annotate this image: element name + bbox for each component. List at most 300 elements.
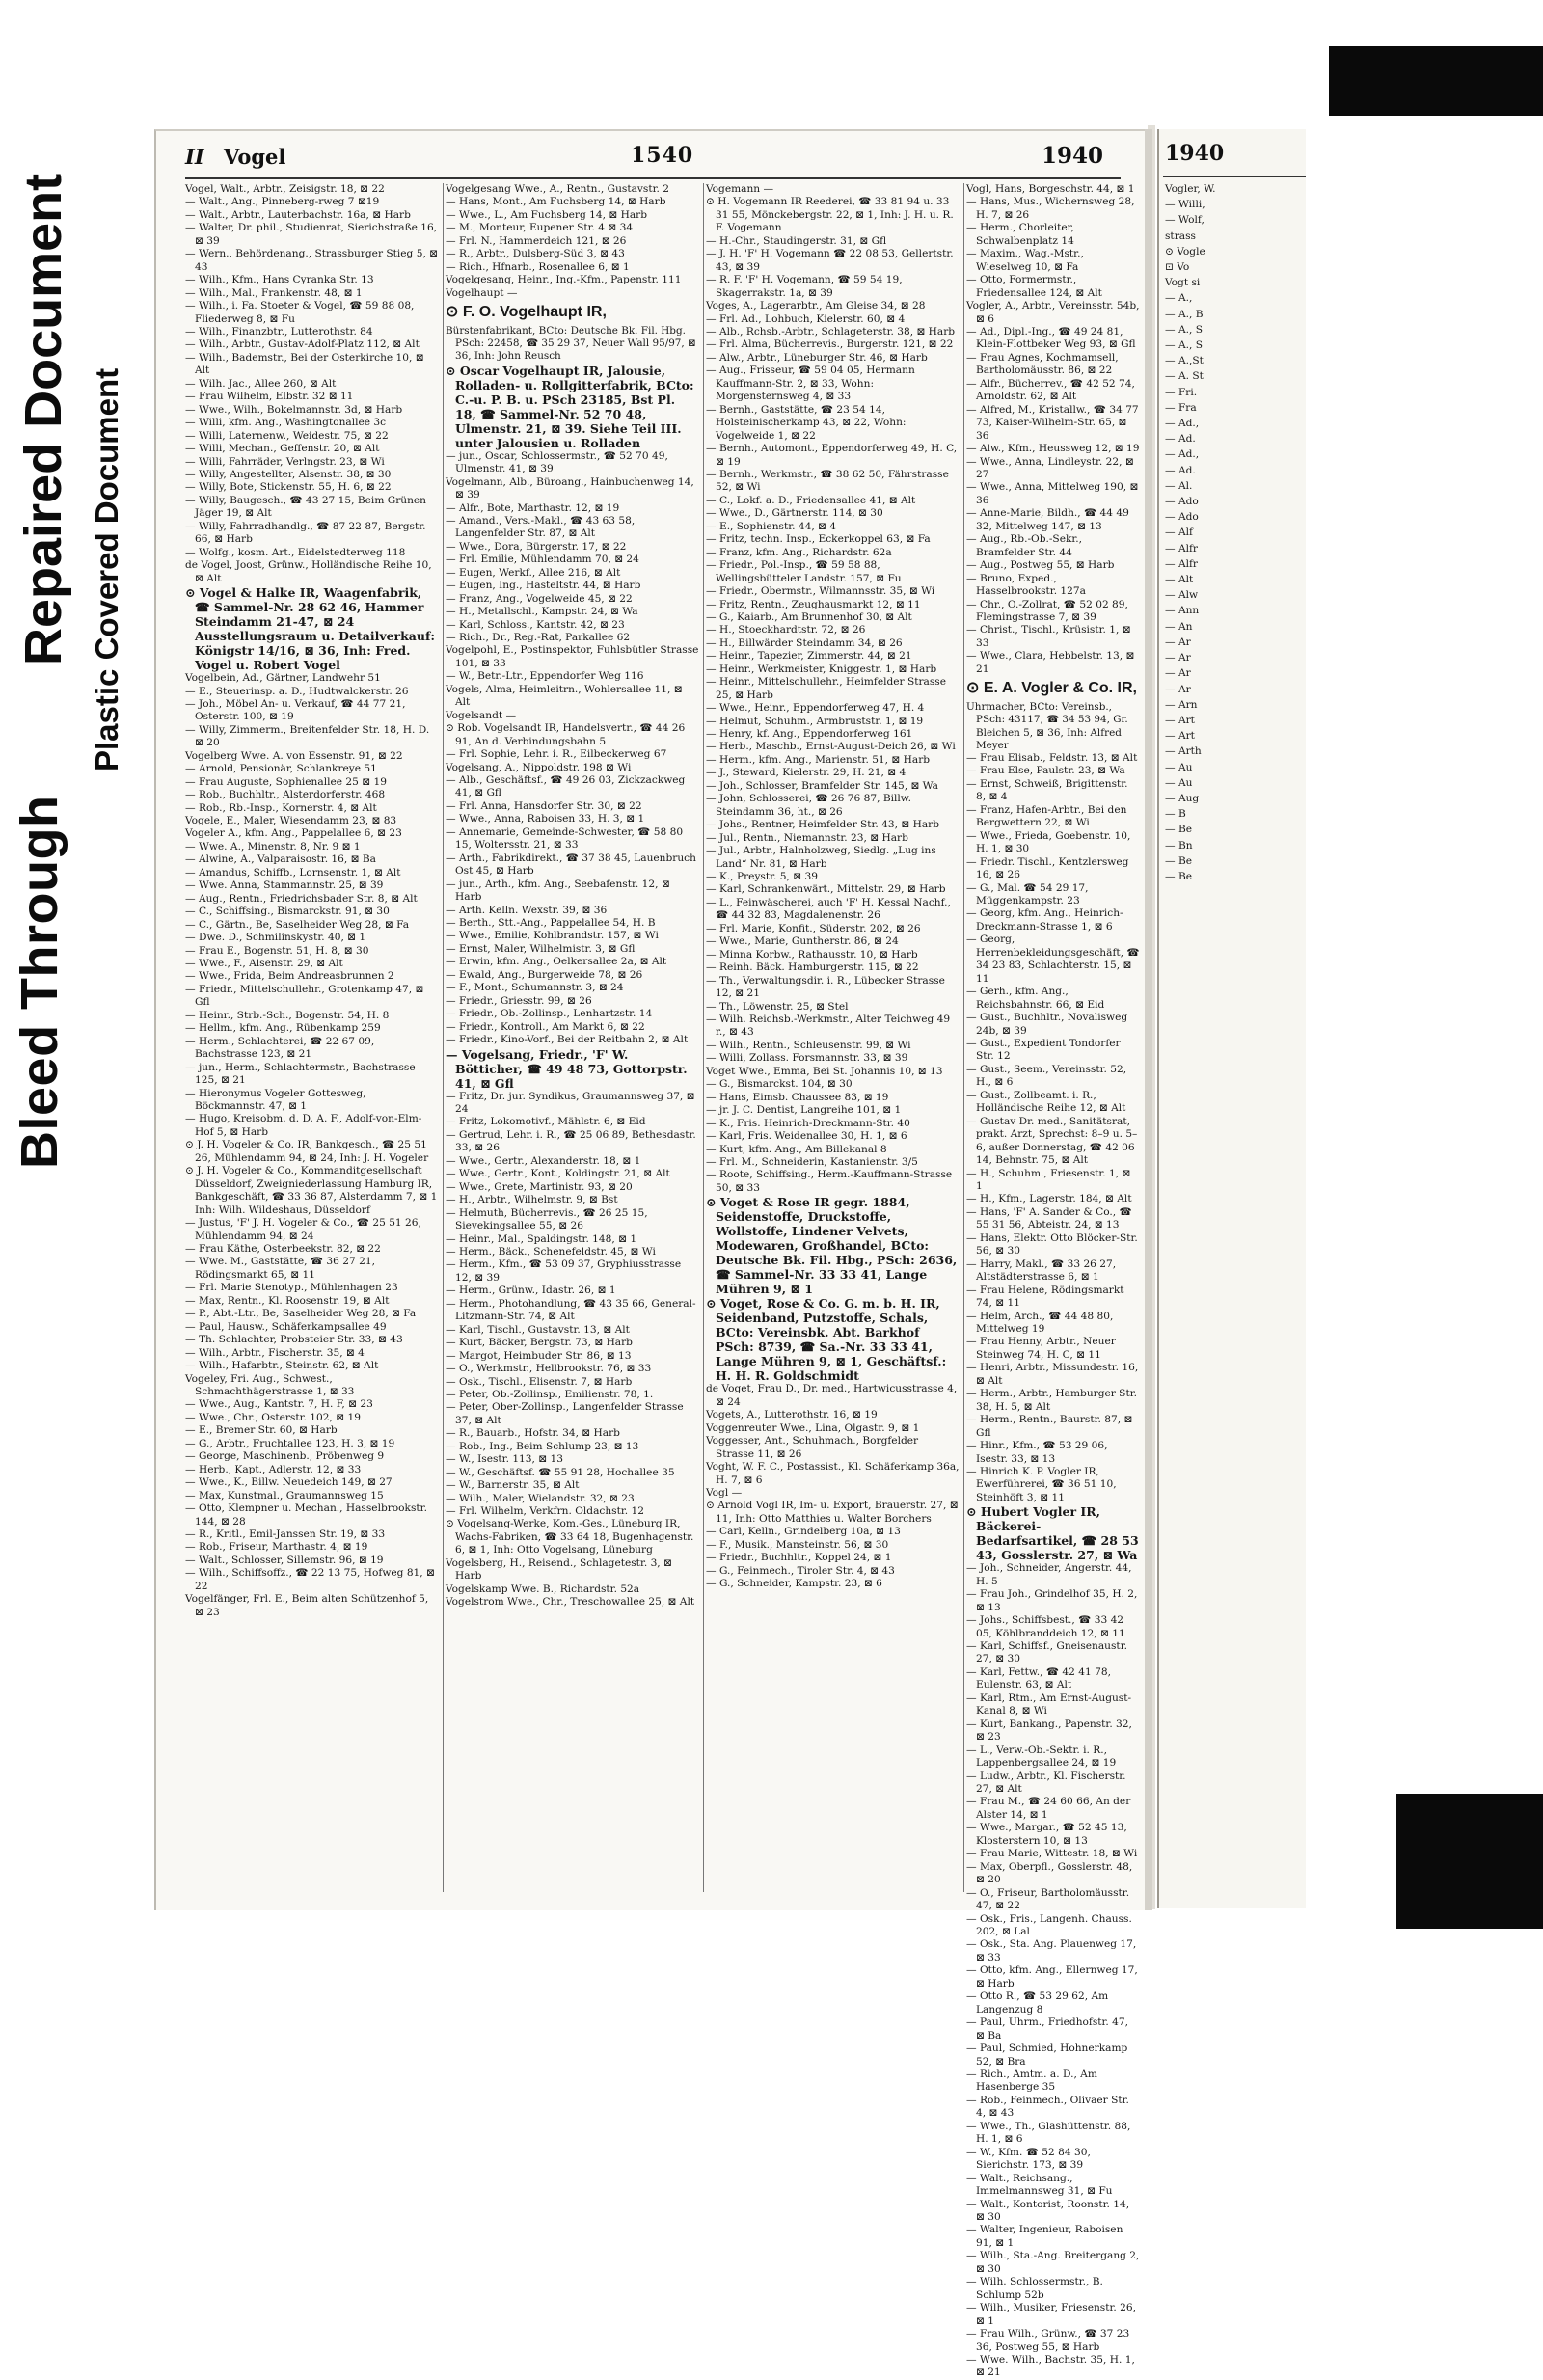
directory-entry: — Henry, kf. Ang., Eppendorferweg 161	[706, 728, 913, 741]
directory-entry: — Kurt, Bankang., Papenstr. 32, ⊠ 23	[966, 1717, 1132, 1744]
directory-entry: — Frl. Anna, Hansdorfer Str. 30, ⊠ 22	[446, 799, 642, 812]
directory-entry: ⊙ Voget & Rose IR gegr. 1884, Seidenstoffe, Druckstoffe, Wollstoffe, Lindener Velvets, Modewaren, Großhandel, BCto: Deutsche Bk. Fil. Hbg., PSch: 2636, ☎ Sammel-Nr. 33 33 41, Lange Mühren 9, ⊠ 1	[706, 1195, 958, 1297]
directory-entry: — Herm., Kfm., ☎ 53 09 37, Gryphiusstrasse 12, ⊠ 39	[446, 1258, 682, 1284]
directory-entry: — Friedr., Mittelschullehr., Grotenkamp 47, ⊠ Gfl	[185, 983, 424, 1009]
neighbor-line: — Ar	[1165, 667, 1191, 680]
neighbor-line: — Ann	[1165, 605, 1200, 617]
directory-entry: — jun., Herm., Schlachtermstr., Bachstrasse 125, ⊠ 21	[185, 1061, 416, 1087]
directory-column-4	[966, 183, 1140, 2379]
directory-entry: — Wwe., Anna, Lindleystr. 22, ⊠ 27	[966, 455, 1134, 480]
directory-entry: — Arnold, Pensionär, Schlankreye 51	[185, 763, 377, 775]
directory-entry: — Hellm., kfm. Ang., Rübenkamp 259	[185, 1022, 381, 1035]
directory-entry: — Gertrud, Lehr. i. R., ☎ 25 06 89, Bethesdastr. 33, ⊠ 26	[446, 1128, 696, 1154]
directory-entry: — Jul., Arbtr., Halnholzweg, Siedlg. „Lug ins Land“ Nr. 81, ⊠ Harb	[706, 845, 936, 870]
directory-entry: — Vogelsang, Friedr., 'F' W. Bötticher, ☎ 49 48 73, Gottorpstr. 41, ⊠ Gfl	[446, 1046, 688, 1091]
directory-entry: — R. F. 'F' H. Vogemann, ☎ 59 54 19, Skagerrakstr. 1a, ⊠ 39	[706, 274, 903, 299]
directory-entry: ⊙ J. H. Vogeler & Co., Kommanditgesellschaft Düsseldorf, Zweigniederlassung Hamburg IR, Bankgeschäft, ☎ 33 36 87, Alsterdamm 7, ⊠ 1 Inh: Wilh. Wildeshaus, Düsseldorf	[185, 1165, 438, 1216]
page-edge	[1148, 125, 1155, 1909]
directory-entry: — Wwe., Emilie, Kohlbrandstr. 157, ⊠ Wi	[446, 930, 659, 942]
directory-entry: — H.-Chr., Staudingerstr. 31, ⊠ Gfl	[706, 234, 887, 247]
directory-entry: — Karl, Schiffsf., Gneisenaustr. 27, ⊠ 30	[966, 1640, 1127, 1665]
directory-entry: — E., Steuerinsp. a. D., Hudtwalckerstr. 26	[185, 685, 409, 697]
directory-entry: — Berth., Stt.-Ang., Pappelallee 54, H. B	[446, 917, 656, 929]
directory-entry: — H., Kfm., Lagerstr. 184, ⊠ Alt	[966, 1193, 1132, 1205]
directory-entry: — Wwe., Dora, Bürgerstr. 17, ⊠ 22	[446, 540, 627, 553]
directory-entry: — Reinh. Bäck. Hamburgerstr. 115, ⊠ 22	[706, 961, 919, 974]
directory-entry: — Bruno, Exped., Hasselbrookstr. 127a	[966, 572, 1086, 598]
directory-entry: — Peter, Ober-Zollinsp., Langenfelder Strasse 37, ⊠ Alt	[446, 1401, 684, 1426]
directory-entry: ⊙ Vogelsang-Werke, Kom.-Ges., Lüneburg IR, Wachs-Fabriken, ☎ 33 64 18, Bugenhagenstr. 6, ⊠ 1, Inh: Otto Vogelsang, Lüneburg	[446, 1518, 694, 1556]
directory-entry: — R., Arbtr., Dulsberg-Süd 3, ⊠ 43	[446, 248, 625, 260]
neighbor-line: — Au	[1165, 761, 1193, 773]
directory-entry: Vogl, Hans, Borgeschstr. 44, ⊠ 1	[966, 183, 1135, 195]
neighbor-line: ⊡ Vo	[1165, 261, 1190, 274]
directory-entry: — Helmuth, Bücherrevis., ☎ 26 25 15, Sievekingsallee 55, ⊠ 26	[446, 1206, 648, 1232]
directory-entry: — Aug., Frisseur, ☎ 59 04 05, Hermann Kauffmann-Str. 2, ⊠ 33, Wohn: Morgensternsweg 4, ⊠ 33	[706, 365, 915, 403]
directory-entry: — Alb., Rchsb.-Arbtr., Schlageterstr. 38, ⊠ Harb	[706, 325, 956, 338]
directory-entry: Voggenreuter Wwe., Lina, Olgastr. 9, ⊠ 1	[706, 1421, 920, 1434]
directory-entry: — W., Barnerstr. 35, ⊠ Alt	[446, 1479, 580, 1492]
directory-entry: — Wilh., Musiker, Friesenstr. 26, ⊠ 1	[966, 2302, 1136, 2327]
directory-entry: Vogets, A., Lutterothstr. 16, ⊠ 19	[706, 1409, 878, 1421]
directory-entry: — Karl, Tischl., Gustavstr. 13, ⊠ Alt	[446, 1323, 630, 1336]
directory-entry: — W., Betr.-Ltr., Eppendorfer Weg 116	[446, 670, 644, 683]
directory-entry: — Rich., Hfnarb., Rosenallee 6, ⊠ 1	[446, 260, 630, 273]
neighbor-line: — Ar	[1165, 652, 1191, 664]
directory-entry: — Ernst, Maler, Wilhelmistr. 3, ⊠ Gfl	[446, 942, 636, 955]
directory-entry: — Frl. Sophie, Lehr. i. R., Eilbeckerweg 67	[446, 748, 667, 761]
neighbor-line: — An	[1165, 620, 1193, 633]
directory-entry: — C., Lokf. a. D., Friedensallee 41, ⊠ Alt	[706, 494, 916, 506]
directory-entry: — Johs., Schiffsbest., ☎ 33 42 05, Köhlbranddeich 12, ⊠ 11	[966, 1614, 1125, 1639]
directory-entry: — L., Verw.-Ob.-Sektr. i. R., Lappenbergsallee 24, ⊠ 19	[966, 1744, 1117, 1770]
neighbor-line: — Willi,	[1165, 199, 1205, 211]
directory-entry: — Frl. N., Hammerdeich 121, ⊠ 26	[446, 234, 627, 247]
directory-entry: — Georg, Herrenbekleidungsgeschäft, ☎ 34 23 83, Schlachterstr. 15, ⊠ 11	[966, 933, 1140, 985]
directory-entry: — C., Schiffsing., Bismarckstr. 91, ⊠ 30	[185, 906, 390, 918]
directory-entry: ⊙ E. A. Vogler & Co. IR,	[966, 680, 1137, 697]
directory-entry: — Wilh., Kfm., Hans Cyranka Str. 13	[185, 274, 374, 286]
directory-entry: — Joh., Schneider, Angerstr. 44, H. 5	[966, 1562, 1132, 1587]
neighbor-line: — A., S	[1165, 339, 1203, 352]
directory-entry: — Herm., Photohandlung, ☎ 43 35 66, General-Litzmann-Str. 74, ⊠ Alt	[446, 1297, 696, 1323]
directory-entry: — Willi, Zollass. Forsmannstr. 33, ⊠ 39	[706, 1052, 908, 1065]
directory-entry: — Willy, Angestellter, Alsenstr. 38, ⊠ 30	[185, 468, 392, 480]
directory-entry: ⊙ Hubert Vogler IR, Bäckerei-Bedarfsartikel, ☎ 28 53 43, Gosslerstr. 27, ⊠ Wa	[966, 1504, 1139, 1563]
directory-entry: — Wilh., Schiffsoffz., ☎ 22 13 75, Hofweg 81, ⊠ 22	[185, 1567, 435, 1592]
directory-entry: — Rob., Feinmech., Olivaer Str. 4, ⊠ 43	[966, 2094, 1129, 2120]
directory-entry: — Wwe., Anna, Mittelweg 190, ⊠ 36	[966, 481, 1139, 506]
directory-entry: — Wwe., L., Am Fuchsberg 14, ⊠ Harb	[446, 208, 647, 221]
directory-entry: Vogemann —	[706, 183, 774, 195]
directory-entry: — Wwe., Aug., Kantstr. 7, H. F, ⊠ 23	[185, 1398, 373, 1411]
neighbor-line: — Alfr	[1165, 542, 1198, 554]
directory-entry: — Karl, Fettw., ☎ 42 41 78, Eulenstr. 63, ⊠ Alt	[966, 1665, 1111, 1691]
neighbor-line: — A.,St	[1165, 355, 1204, 367]
directory-entry: — Wilh., Hafarbtr., Steinstr. 62, ⊠ Alt	[185, 1360, 379, 1372]
directory-entry: — H., Metallschl., Kampstr. 24, ⊠ Wa	[446, 606, 638, 618]
directory-entry: Vogeley, Fri. Aug., Schwest., Schmachthägerstrasse 1, ⊠ 33	[185, 1372, 355, 1397]
directory-entry: — Frau Käthe, Osterbeekstr. 82, ⊠ 22	[185, 1242, 381, 1255]
directory-entry: — Otto, Formermstr., Friedensallee 124, ⊠ Alt	[966, 274, 1102, 299]
directory-entry: — Rob., Buchhltr., Alsterdorferstr. 468	[185, 789, 386, 801]
neighbor-line: — Fra	[1165, 401, 1197, 414]
directory-entry: — Frl. Marie, Konfit., Süderstr. 202, ⊠ 26	[706, 922, 921, 934]
directory-entry: — Otto R., ☎ 53 29 62, Am Langenzug 8	[966, 1990, 1109, 2015]
header-year: 1940	[1041, 143, 1103, 169]
neighbor-line: — Alf	[1165, 527, 1193, 539]
neighbor-line: — Ado	[1165, 511, 1199, 524]
directory-entry: — Osk., Fris., Langenh. Chauss. 202, ⊠ Lal	[966, 1912, 1132, 1937]
directory-entry: — Arth., Fabrikdirekt., ☎ 37 38 45, Lauenbruch Ost 45, ⊠ Harb	[446, 852, 696, 878]
neighbor-line: Vogler, W.	[1165, 183, 1216, 195]
label-repaired-document: Repaired Document	[14, 173, 72, 665]
directory-entry: — Willy, Bote, Stickenstr. 55, H. 6, ⊠ 22	[185, 481, 392, 494]
directory-entry: — Frl. Wilhelm, Verkfrn. Oldachstr. 12	[446, 1505, 644, 1518]
neighbor-line: — Arth	[1165, 745, 1202, 758]
neighbor-line: — Bn	[1165, 839, 1193, 852]
directory-entry: — Frau Joh., Grindelhof 35, H. 2, ⊠ 13	[966, 1588, 1138, 1613]
directory-entry: — Wwe., Wilh., Bokelmannstr. 3d, ⊠ Harb	[185, 403, 403, 416]
directory-entry: — Ernst, Schweiß, Brigittenstr. 8, ⊠ 4	[966, 777, 1128, 803]
directory-entry: — E., Sophienstr. 44, ⊠ 4	[706, 520, 837, 532]
directory-entry: — Heinr., Tapezier, Zimmerstr. 44, ⊠ 21	[706, 650, 912, 663]
directory-entry: — Maxim., Wag.-Mstr., Wieselweg 10, ⊠ Fa	[966, 248, 1084, 273]
directory-entry: Vogelfänger, Frl. E., Beim alten Schützenhof 5, ⊠ 23	[185, 1593, 429, 1618]
directory-entry: Vogelmann, Alb., Büroang., Hainbuchenweg 14, ⊠ 39	[446, 475, 694, 501]
directory-entry: — Eugen, Ing., Hasteltstr. 44, ⊠ Harb	[446, 580, 641, 592]
column-divider	[703, 183, 704, 1892]
directory-entry: — Frau Helene, Rödingsmarkt 74, ⊠ 11	[966, 1284, 1124, 1310]
directory-entry: — Franz, kfm. Ang., Richardstr. 62a	[706, 546, 892, 558]
directory-entry: — Herb., Kapt., Adlerstr. 12, ⊠ 33	[185, 1463, 362, 1475]
directory-page	[154, 129, 1145, 2379]
directory-entry: — Max, Rentn., Kl. Roosenstr. 19, ⊠ Alt	[185, 1294, 390, 1307]
page-header	[185, 143, 1121, 176]
directory-entry: — Frl. M., Schneiderin, Kastanienstr. 3/5	[706, 1155, 918, 1168]
directory-entry: — Willi, Laternenw., Weidestr. 75, ⊠ 22	[185, 429, 389, 442]
directory-entry: — Gustav Dr. med., Sanitätsrat, prakt. Arzt, Sprechst: 8–9 u. 5–6, außer Donnerstag, ☎ 42 06 14, Behnstr. 75, ⊠ Alt	[966, 1115, 1138, 1167]
directory-entry: — Hans, Mont., Am Fuchsberg 14, ⊠ Harb	[446, 196, 666, 208]
directory-entry: — Max, Oberpfl., Gosslerstr. 48, ⊠ 20	[966, 1860, 1133, 1886]
directory-entry: — Wwe., Frida, Beim Andreasbrunnen 2	[185, 970, 394, 983]
directory-entry: — Roote, Schiffsing., Herm.-Kauffmann-Strasse 50, ⊠ 33	[706, 1169, 953, 1194]
neighbor-year: 1940	[1165, 141, 1225, 166]
directory-entry: Vogelgesang, Heinr., Ing.-Kfm., Papenstr. 111	[446, 274, 682, 286]
directory-entry: — Frau Wilh., Grünw., ☎ 37 23 36, Postweg 55, ⊠ Harb	[966, 2328, 1130, 2353]
directory-entry: Vogeler A., kfm. Ang., Pappelallee 6, ⊠ 23	[185, 827, 402, 840]
neighbor-line: — Alw	[1165, 589, 1199, 602]
directory-entry: — O., Werkmstr., Hellbrookstr. 76, ⊠ 33	[446, 1363, 652, 1375]
directory-entry: — Wwe., Margar., ☎ 52 45 13, Klosterstern 10, ⊠ 13	[966, 1822, 1127, 1847]
directory-entry: — Willy, Zimmerm., Breitenfelder Str. 18, H. D. ⊠ 20	[185, 723, 430, 749]
directory-entry: — Th., Löwenstr. 25, ⊠ Stel	[706, 1000, 849, 1013]
directory-entry: — Franz, Hafen-Arbtr., Bei den Bergwettern 22, ⊠ Wi	[966, 803, 1127, 829]
directory-entry: — Wilh. Schlossermstr., B. Schlump 52b	[966, 2276, 1103, 2301]
directory-entry: — Frau Auguste, Sophienallee 25 ⊠ 19	[185, 775, 387, 788]
neighbor-line: — Ado	[1165, 496, 1199, 508]
neighbor-line: — Ar	[1165, 683, 1191, 695]
neighbor-line: — Ar	[1165, 636, 1191, 648]
directory-entry: — Rob., Ing., Beim Schlump 23, ⊠ 13	[446, 1440, 639, 1452]
directory-entry: — J., Steward, Kielerstr. 29, H. 21, ⊠ 4	[706, 767, 907, 779]
directory-entry: — Alw., Arbtr., Lüneburger Str. 46, ⊠ Harb	[706, 351, 928, 364]
directory-entry: — Johs., Rentner, Heimfelder Str. 43, ⊠ Harb	[706, 819, 940, 831]
directory-entry: — Alfr., Bücherrev., ☎ 42 52 74, Arnoldstr. 62, ⊠ Alt	[966, 377, 1135, 403]
directory-entry: — Helmut, Schuhm., Armbruststr. 1, ⊠ 19	[706, 715, 924, 727]
directory-entry: — Herm., Arbtr., Hamburger Str. 38, H. 5, ⊠ Alt	[966, 1388, 1137, 1413]
directory-entry: — Aug., Postweg 55, ⊠ Harb	[966, 559, 1115, 572]
directory-entry: — Rich., Amtm. a. D., Am Hasenberge 35	[966, 2068, 1097, 2094]
directory-entry: Vogel, Walt., Arbtr., Zeisigstr. 18, ⊠ 22	[185, 183, 385, 195]
directory-entry: — George, Maschinenb., Pröbenweg 9	[185, 1450, 385, 1463]
directory-entry: — Arth. Kelln. Wexstr. 39, ⊠ 36	[446, 904, 608, 916]
header-rule	[185, 177, 1121, 179]
directory-entry: — Wilh., Finanzbtr., Lutterothstr. 84	[185, 325, 373, 338]
neighbor-line: — Be	[1165, 870, 1193, 882]
directory-entry: — Willi, Mechan., Geffenstr. 20, ⊠ Alt	[185, 443, 380, 455]
neighbor-line: — Be	[1165, 854, 1193, 867]
directory-entry: — O., Friseur, Bartholomäusstr. 47, ⊠ 22	[966, 1886, 1130, 1912]
directory-entry: — Franz, Ang., Vogelweide 45, ⊠ 22	[446, 592, 633, 605]
neighbor-line: — Alt	[1165, 574, 1194, 586]
directory-entry: — Th., Verwaltungsdir. i. R., Lübecker Strasse 12, ⊠ 21	[706, 974, 945, 1000]
neighbor-line: — A. St	[1165, 370, 1204, 383]
directory-entry: — Frau Agnes, Kochmamsell, Bartholomäusstr. 86, ⊠ 22	[966, 351, 1119, 377]
directory-entry: — Hans, Eimsb. Chaussee 83, ⊠ 19	[706, 1091, 889, 1103]
directory-entry: — Anne-Marie, Bildh., ☎ 44 49 32, Mittelweg 147, ⊠ 13	[966, 507, 1129, 532]
directory-entry: — G., Kaiarb., Am Brunnenhof 30, ⊠ Alt	[706, 610, 912, 623]
directory-entry: — Wwe., Gertr., Alexanderstr. 18, ⊠ 1	[446, 1154, 641, 1167]
directory-entry: — Frau Wilhelm, Elbstr. 32 ⊠ 11	[185, 391, 354, 403]
directory-column-1	[185, 183, 439, 1900]
neighbor-line: — Ad.,	[1165, 418, 1200, 430]
directory-entry: — Frl. Marie Stenotyp., Mühlenhagen 23	[185, 1282, 398, 1294]
directory-entry: — Alb., Geschäftsf., ☎ 49 26 03, Zickzackweg 41, ⊠ Gfl	[446, 774, 686, 799]
directory-entry: — Christ., Tischl., Krüsistr. 1, ⊠ 33	[966, 624, 1131, 649]
directory-entry: — Alw., Kfm., Heussweg 12, ⊠ 19	[966, 443, 1140, 455]
directory-entry: — Herm., kfm. Ang., Marienstr. 51, ⊠ Harb	[706, 753, 931, 766]
directory-entry: — G., Bismarckst. 104, ⊠ 30	[706, 1078, 853, 1091]
directory-entry: — Friedr., Kino-Vorf., Bei der Reitbahn 2, ⊠ Alt	[446, 1034, 689, 1046]
directory-entry: — Peter, Ob.-Zollinsp., Emilienstr. 78, 1.	[446, 1388, 654, 1400]
directory-entry: — Wwe., Heinr., Eppendorferweg 47, H. 4	[706, 702, 925, 715]
directory-entry: — Wilh. Jac., Allee 260, ⊠ Alt	[185, 377, 337, 390]
directory-entry: — W., Geschäftsf. ☎ 55 91 28, Hochallee 35	[446, 1466, 675, 1478]
column-divider	[963, 183, 964, 1892]
directory-entry: Vogelsberg, H., Reisend., Schlagetestr. 3, ⊠ Harb	[446, 1556, 672, 1582]
directory-entry: — Wwe., F., Alsenstr. 29, ⊠ Alt	[185, 958, 343, 970]
directory-entry: — Annemarie, Gemeinde-Schwester, ☎ 58 80 15, Woltersstr. 21, ⊠ 33	[446, 825, 684, 852]
directory-entry: — K., Fris. Heinrich-Dreckmann-Str. 40	[706, 1117, 910, 1129]
directory-entry: — Wilh., Arbtr., Fischerstr. 35, ⊠ 4	[185, 1346, 365, 1359]
directory-entry: — Friedr., Kontroll., Am Markt 6, ⊠ 22	[446, 1020, 645, 1033]
directory-entry: — Friedr., Griesstr. 99, ⊠ 26	[446, 994, 592, 1007]
neighbor-line: Vogt si	[1165, 277, 1201, 289]
page-number: 1540	[631, 143, 694, 168]
directory-entry: — Wilh., Bademstr., Bei der Osterkirche 10, ⊠ Alt	[185, 351, 424, 377]
directory-entry: — Carl, Kelln., Grindelberg 10a, ⊠ 13	[706, 1526, 901, 1538]
directory-entry: — Herm., Bäck., Schenefeldstr. 45, ⊠ Wi	[446, 1245, 656, 1258]
neighbor-line: — A.,	[1165, 292, 1193, 305]
directory-entry: — Wwe. M., Gaststätte, ☎ 36 27 21, Rödingsmarkt 65, ⊠ 11	[185, 1256, 375, 1281]
directory-entry: — Fritz, Lokomotivf., Mählstr. 6, ⊠ Eid	[446, 1116, 646, 1128]
directory-entry: — Karl, Schloss., Kantstr. 42, ⊠ 23	[446, 618, 625, 631]
directory-entry: — Friedr., Buchhltr., Koppel 24, ⊠ 1	[706, 1552, 892, 1564]
directory-entry: Vogelsandt —	[446, 709, 517, 721]
neighbor-line: strass	[1165, 230, 1196, 242]
directory-entry: — Max, Kunstmal., Graumannsweg 15	[185, 1489, 384, 1501]
neighbor-line: — Wolf,	[1165, 214, 1205, 227]
directory-entry: — Helm, Arch., ☎ 44 48 80, Mittelweg 19	[966, 1310, 1114, 1335]
directory-entry: — F., Musik., Mansteinstr. 56, ⊠ 30	[706, 1538, 889, 1551]
directory-entry: — Friedr. Tischl., Kentzlersweg 16, ⊠ 26	[966, 855, 1129, 881]
directory-entry: — Wwe., Grete, Martinistr. 93, ⊠ 20	[446, 1180, 633, 1193]
neighbor-line: — A., S	[1165, 323, 1203, 336]
section-number: II	[185, 145, 204, 169]
directory-entry: — Amand., Vers.-Makl., ☎ 43 63 58, Langenfelder Str. 87, ⊠ Alt	[446, 514, 636, 540]
neighbor-line: — Ad.,	[1165, 448, 1200, 461]
directory-entry: Vogels, Alma, Heimleitrn., Wohlersallee 11, ⊠ Alt	[446, 683, 683, 709]
directory-entry: — G., Arbtr., Fruchtallee 123, H. 3, ⊠ 19	[185, 1437, 395, 1449]
directory-entry: — Wwe., Clara, Hebbelstr. 13, ⊠ 21	[966, 650, 1135, 675]
directory-entry: — Wwe., Gertr., Kont., Koldingstr. 21, ⊠ Alt	[446, 1168, 670, 1180]
directory-entry: — Wolfg., kosm. Art., Eidelstedterweg 118	[185, 546, 406, 558]
directory-entry: Vogelstrom Wwe., Chr., Treschowallee 25, ⊠ Alt	[446, 1596, 695, 1609]
directory-entry: — Frau Else, Paulstr. 23, ⊠ Wa	[966, 765, 1125, 777]
directory-entry: — E., Bremer Str. 60, ⊠ Harb	[185, 1424, 338, 1437]
neighbor-line: — Ad.	[1165, 464, 1196, 476]
label-bleed-through: Bleed Through	[11, 795, 68, 1169]
header-surname: Vogel	[224, 145, 286, 169]
directory-entry: — Rob., Rb.-Insp., Kornerstr. 4, ⊠ Alt	[185, 801, 377, 814]
directory-entry: Vogelbein, Ad., Gärtner, Landwehr 51	[185, 672, 381, 685]
directory-entry: — Margot, Heimbuder Str. 86, ⊠ 13	[446, 1349, 632, 1362]
directory-entry: — Rob., Friseur, Marthastr. 4, ⊠ 19	[185, 1541, 368, 1554]
directory-entry: — H., Stoeckhardtstr. 72, ⊠ 26	[706, 624, 866, 636]
directory-entry: — Frau M., ☎ 24 60 66, An der Alster 14, ⊠ 1	[966, 1796, 1131, 1821]
directory-entry: ⊙ Oscar Vogelhaupt IR, Jalousie, Rolladen- u. Rollgitterfabrik, BCto: C.-u. P. B. u. PSch 23185, Bst Pl. 18, ☎ Sammel-Nr. 52 70 48, Ulmenstr. 21, ⊠ 39. Siehe Teil III. unter Jalousien u. Rolladen	[446, 363, 694, 450]
directory-entry: — Ludw., Arbtr., Kl. Fischerstr. 27, ⊠ Alt	[966, 1770, 1126, 1796]
directory-entry: — Walt., Schlosser, Sillemstr. 96, ⊠ 19	[185, 1554, 384, 1566]
directory-entry: — H., Schuhm., Friesenstr. 1, ⊠ 1	[966, 1167, 1131, 1192]
directory-entry: — M., Monteur, Eupener Str. 4 ⊠ 34	[446, 222, 634, 234]
directory-entry: — Georg, kfm. Ang., Heinrich-Dreckmann-Strasse 1, ⊠ 6	[966, 907, 1123, 933]
directory-entry: — K., Preystr. 5, ⊠ 39	[706, 871, 818, 883]
directory-entry: — Erwin, kfm. Ang., Oelkersallee 2a, ⊠ Alt	[446, 956, 667, 968]
directory-entry: ⊙ Arnold Vogl IR, Im- u. Export, Brauerstr. 27, ⊠ 11, Inh: Otto Matthies u. Walter Borchers	[706, 1500, 959, 1525]
directory-entry: — Heinr., Werkmeister, Kniggestr. 1, ⊠ Harb	[706, 663, 937, 675]
scanner-top-margin	[0, 0, 1543, 46]
neighbor-line: — Ad.	[1165, 433, 1196, 446]
directory-entry: — jun., Arth., kfm. Ang., Seebafenstr. 12, ⊠ Harb	[446, 878, 670, 904]
directory-entry: — Aug., Rentn., Friedrichsbader Str. 8, ⊠ Alt	[185, 892, 418, 905]
directory-entry: — Willy, Fahrradhandlg., ☎ 87 22 87, Bergstr. 66, ⊠ Harb	[185, 520, 426, 546]
directory-entry: — Wwe., Chr., Osterstr. 102, ⊠ 19	[185, 1411, 361, 1423]
directory-entry: — Wilh., Sta.-Ang. Breitergang 2, ⊠ 30	[966, 2250, 1140, 2275]
directory-entry: — Heinr., Strb.-Sch., Bogenstr. 54, H. 8	[185, 1009, 390, 1021]
directory-entry: — Th. Schlachter, Probsteier Str. 33, ⊠ 43	[185, 1334, 403, 1346]
neighbor-line: — Be	[1165, 824, 1193, 836]
directory-entry: — Wwe., K., Billw. Neuedeich 149, ⊠ 27	[185, 1476, 393, 1489]
directory-entry: — Fritz, techn. Insp., Eckerkoppel 63, ⊠ Fa	[706, 533, 931, 546]
directory-entry: — Joh., Schlosser, Bramfelder Str. 145, ⊠ Wa	[706, 779, 938, 792]
neighbor-line: — Arn	[1165, 698, 1198, 711]
neighbor-line: — Aug	[1165, 792, 1200, 804]
directory-entry: — Herm., Rentn., Baurstr. 87, ⊠ Gfl	[966, 1414, 1133, 1439]
directory-entry: — Alfred, M., Kristallw., ☎ 34 77 73, Kaiser-Wilhelm-Str. 65, ⊠ 36	[966, 403, 1139, 442]
directory-entry: Voght, W. F. C., Postassist., Kl. Schäferkamp 36a, H. 7, ⊠ 6	[706, 1461, 960, 1486]
directory-entry: — Frl. Emilie, Mühlendamm 70, ⊠ 24	[446, 554, 639, 566]
label-plastic-covered: Plastic Covered Document	[89, 367, 124, 771]
directory-entry: — Joh., Möbel An- u. Verkauf, ☎ 44 77 21, Osterstr. 100, ⊠ 19	[185, 697, 406, 723]
directory-entry: — jun., Oscar, Schlossermstr., ☎ 52 70 49, Ulmenstr. 41, ⊠ 39	[446, 449, 668, 475]
directory-entry: — R., Kritl., Emil-Janssen Str. 19, ⊠ 33	[185, 1528, 386, 1540]
directory-entry: — Henri, Arbtr., Missundestr. 16, ⊠ Alt	[966, 1362, 1139, 1387]
directory-entry: — Herm., Grünw., Idastr. 26, ⊠ 1	[446, 1285, 616, 1297]
directory-entry: Vogelgesang Wwe., A., Rentn., Gustavstr. 2	[446, 183, 669, 195]
directory-entry: ⊙ J. H. Vogeler & Co. IR, Bankgesch., ☎ 25 51 26, Mühlendamm 94, ⊠ 24, Inh: J. H. Vogeler	[185, 1139, 429, 1164]
directory-entry: — Willi, kfm. Ang., Washingtonallee 3c	[185, 417, 387, 429]
directory-entry: — Kurt, kfm. Ang., Am Billekanal 8	[706, 1143, 887, 1155]
neighbor-line: — Alfr	[1165, 557, 1198, 570]
directory-entry: Voggesser, Ant., Schuhmach., Borgfelder Strasse 11, ⊠ 26	[706, 1435, 919, 1460]
directory-entry: — Frau Marie, Wittestr. 18, ⊠ Wi	[966, 1848, 1138, 1860]
directory-entry: — Rich., Dr., Reg.-Rat, Parkallee 62	[446, 632, 631, 644]
directory-entry: Vogelsang, A., Nippoldstr. 198 ⊠ Wi	[446, 761, 632, 773]
directory-entry: — Fritz, Dr. jur. Syndikus, Graumannsweg 37, ⊠ 24	[446, 1090, 695, 1115]
directory-entry: — F., Mont., Schumannstr. 3, ⊠ 24	[446, 982, 624, 994]
directory-entry: — Wilh., Maler, Wielandstr. 32, ⊠ 23	[446, 1492, 635, 1504]
scanner-black-corner-bottom	[1396, 1794, 1543, 1929]
directory-entry: — Paul, Uhrm., Friedhofstr. 47, ⊠ Ba	[966, 2016, 1128, 2042]
directory-entry: — C., Gärtn., Be, Saselheider Weg 28, ⊠ Fa	[185, 918, 410, 931]
directory-entry: — Gust., Buchhltr., Novalisweg 24b, ⊠ 39	[966, 1012, 1128, 1037]
directory-entry: — Friedr., Obermstr., Wilmannsstr. 35, ⊠ Wi	[706, 585, 935, 598]
directory-entry: — Wwe., Th., Glashüttenstr. 88, H. 1, ⊠ 6	[966, 2120, 1131, 2146]
directory-entry: — Justus, 'F' J. H. Vogeler & Co., ☎ 25 51 26, Mühlendamm 94, ⊠ 24	[185, 1217, 421, 1242]
neighbor-line: — B	[1165, 808, 1186, 821]
directory-entry: de Vogel, Joost, Grünw., Holländische Reihe 10, ⊠ Alt	[185, 559, 432, 584]
directory-entry: — Dwe. D., Schmilinskystr. 40, ⊠ 1	[185, 932, 366, 944]
directory-entry: — Heinr., Mal., Spaldingstr. 148, ⊠ 1	[446, 1232, 637, 1245]
directory-entry: — J. H. 'F' H. Vogemann ☎ 22 08 53, Gellertstr. 43, ⊠ 39	[706, 248, 954, 273]
directory-entry: Vogl —	[706, 1486, 743, 1499]
directory-entry: — Jul., Rentn., Niemannstr. 23, ⊠ Harb	[706, 831, 908, 844]
directory-entry: ⊙ F. O. Vogelhaupt IR,	[446, 304, 607, 321]
neighbor-page-fragment	[1157, 129, 1306, 1908]
directory-entry: — Alwine, A., Valparaisostr. 16, ⊠ Ba	[185, 853, 376, 866]
neighbor-line: — Art	[1165, 714, 1195, 726]
directory-entry: — John, Schlosserei, ☎ 26 76 87, Billw. Steindamm 36, ht., ⊠ 26	[706, 793, 911, 818]
directory-entry: — Minna Korbw., Rathausstr. 10, ⊠ Harb	[706, 948, 918, 960]
directory-entry: — L., Feinwäscherei, auch 'F' H. Kessal Nachf., ☎ 44 32 83, Magdalenenstr. 26	[706, 896, 951, 922]
directory-entry: — Ewald, Ang., Burgerweide 78, ⊠ 26	[446, 968, 643, 981]
directory-entry: — Wwe. A., Minenstr. 8, Nr. 9 ⊠ 1	[185, 840, 361, 852]
directory-entry: — Gust., Expedient Tondorfer Str. 12	[966, 1038, 1121, 1063]
directory-entry: Voges, A., Lagerarbtr., Am Gleise 34, ⊠ 28	[706, 300, 926, 312]
directory-entry: — Chr., O.-Zollrat, ☎ 52 02 89, Flemingstrasse 7, ⊠ 39	[966, 598, 1128, 623]
directory-entry: — Osk., Tischl., Elisenstr. 7, ⊠ Harb	[446, 1375, 633, 1388]
directory-entry: — Wilh., i. Fa. Stoeter & Vogel, ☎ 59 88 08, Fliederweg 8, ⊠ Fu	[185, 300, 415, 325]
directory-entry: Vogelpohl, E., Postinspektor, Fuhlsbütler Strasse 101, ⊠ 33	[446, 644, 699, 669]
directory-entry: — jr. J. C. Dentist, Langreihe 101, ⊠ 1	[706, 1104, 902, 1117]
directory-entry: Bürstenfabrikant, BCto: Deutsche Bk. Fil. Hbg. PSch: 22458, ☎ 35 29 37, Neuer Wall 95/97, ⊠ 36, Inh: John Reusch	[446, 325, 696, 363]
directory-entry: — Hugo, Kreisobm. d. D. A. F., Adolf-von-Elm-Hof 5, ⊠ Harb	[185, 1113, 422, 1138]
neighbor-line: — Al.	[1165, 479, 1193, 492]
directory-entry: — Wwe. Wilh., Bachstr. 35, H. 1, ⊠ 21	[966, 2353, 1135, 2379]
directory-entry: — Bernh., Automont., Eppendorferweg 49, H. C, ⊠ 19	[706, 443, 958, 468]
